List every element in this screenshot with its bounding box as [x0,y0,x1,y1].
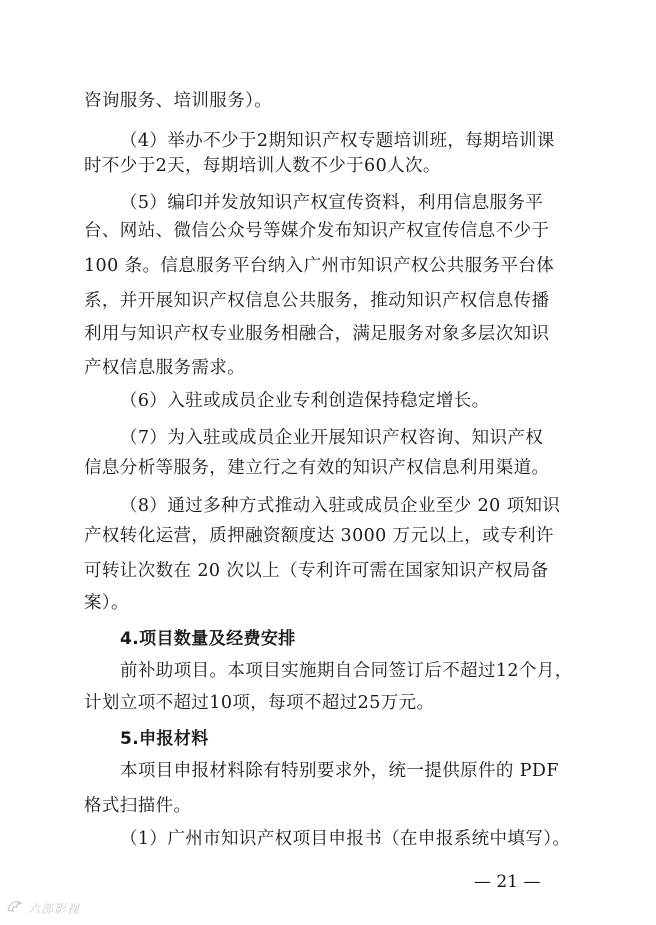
text-line: 格式扫描件。 [84,796,192,816]
section-heading: 5.申报材料 [120,729,209,749]
watermark [6,897,106,919]
text-line: 计划立项不超过10项，每项不超过25万元。 [84,693,435,713]
text-line: （8）通过多种方式推动入驻或成员企业至少 20 项知识 [120,496,561,516]
section-heading: 4.项目数量及经费安排 [120,629,296,649]
text-line: 100 条。信息服务平台纳入广州市知识产权公共服务平台体 [84,256,555,276]
text-line: 本项目申报材料除有特别要求外，统一提供原件的 PDF [120,761,559,781]
text-line: （4）举办不少于2期知识产权专题培训班，每期培训课 [120,131,555,151]
text-line: 案）。 [84,593,129,613]
text-line: （7）为入驻或成员企业开展知识产权咨询、知识产权 [120,428,544,448]
dragon-logo-icon [6,898,24,918]
text-line: 时不少于2天，每期培训人数不少于60人次。 [84,156,441,176]
text-line: 产权信息服务需求。 [84,358,246,378]
text-line: 咨询服务、培训服务）。 [84,91,273,111]
text-line: 系，并开展知识产权信息公共服务，推动知识产权信息传播 [84,291,550,311]
text-line: 可转让次数在 20 次以上（专利许可需在国家知识产权局备 [84,561,549,581]
text-line: 产权转化运营，质押融资额度达 3000 万元以上，或专利许 [84,526,554,546]
watermark-text: 六部影视 [28,901,81,916]
page-number: — 21 — [474,872,541,892]
text-line: （5）编印并发放知识产权宣传资料，利用信息服务平 [120,193,544,213]
text-line: 前补助项目。本项目实施期自合同签订后不超过12个月， [120,661,573,681]
text-line: 利用与知识产权专业服务相融合，满足服务对象多层次知识 [84,324,550,344]
text-line: 信息分析等服务，建立行之有效的知识产权信息利用渠道。 [84,458,550,478]
text-line: （6）入驻或成员企业专利创造保持稳定增长。 [120,391,490,411]
text-line: 台、网站、微信公众号等媒介发布知识产权宣传信息不少于 [84,221,550,241]
text-line: （1）广州市知识产权项目申报书（在申报系统中填写）。 [120,829,571,849]
